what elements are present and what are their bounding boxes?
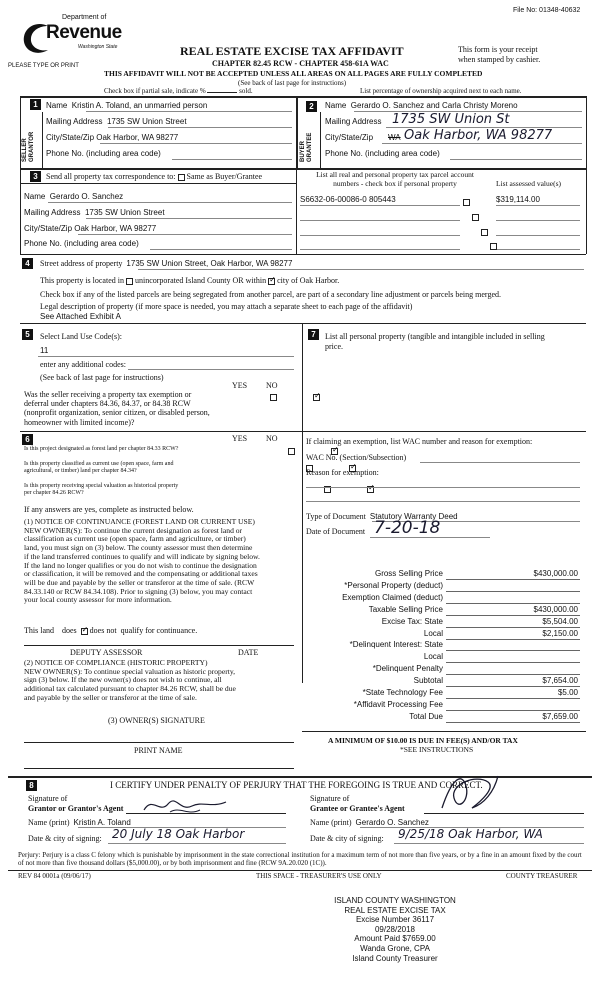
grantor-name-row: Name (print) Kristin A. Toland [28,818,131,827]
seller-phone-label: Phone No. (including area code) [46,149,161,158]
within-city-checkbox[interactable] [268,278,275,285]
sec6-yes-header: YES [232,434,248,443]
grantee-agent-label: Grantee or Grantee's Agent [310,804,405,813]
legal-description-value: See Attached Exhibit A [40,312,121,321]
notice-of-continuance: (1) NOTICE OF CONTINUANCE (FOREST LAND OR CURRENT USE) NEW OWNER(S): To continue the current designation as forest land or classification as current use (open space, farm and agriculture, or timber) land, you must sign on (3) below. The county assessor must then determine if the land transferred continues to qualify and will indicate by signing below. If the land no longer qualifies or you do not wish to continue the designation or classification, it will be removed and the compensating or additional taxes will be due and payable by the seller or transferor at the time of sale. (RCW 84.33.140 or RCW 84.34.108). Prior to signing (3) below, you may contact your local county assessor for more information. [24,517,260,605]
personal-property-checkbox-1[interactable] [463,199,470,206]
owner-signature-label: (3) OWNER(S) SIGNATURE [108,716,205,725]
tax-row-value: $430,000.00 [533,569,578,578]
logo-line1: Department of [62,14,107,21]
tax-row-label: *Delinquent Interest: State [349,640,443,649]
exemption-claim-label: If claiming an exemption, list WAC number and reason for exemption: [306,437,533,446]
exemption-no-checkbox[interactable] [313,394,320,401]
historic-question: Is this property receiving special valuation as historical property per chapter 84.26 RCW? [24,483,179,496]
buyer-address-label: Mailing Address [325,117,382,126]
certification-statement: I CERTIFY UNDER PENALTY OF PERJURY THAT THE FOREGOING IS TRUE AND CORRECT. [110,780,483,790]
tax-row-value: $5.00 [557,688,578,697]
assessed-header: List assessed value(s) [496,179,561,188]
document-type: Statutory Warranty Deed [369,512,458,521]
land-use-label: Select Land Use Code(s): [40,332,122,341]
parcel-number: S6632-06-00086-0 805443 [300,195,396,204]
corr-address: 1735 SW Union Street [84,208,165,217]
seller-name-row: Name Kristin A. Toland, an unmarried person [46,101,208,110]
property-street-address: 1735 SW Union Street, Oak Harbor, WA 98277 [126,259,293,268]
deputy-assessor-label: DEPUTY ASSESSOR [70,648,143,657]
sec6-no-header: NO [266,434,278,443]
section-number-4: 4 [22,258,33,269]
corr-name: Gerardo O. Sanchez [49,192,124,201]
corr-phone-label: Phone No. (including area code) [24,239,139,248]
legal-description-label: Legal description of property (if more space is needed, you may attach a separate sheet to each page of the affidavit) [40,302,413,311]
exemption-yes-checkbox[interactable] [270,394,277,401]
seller-address: 1735 SW Union Street [106,117,187,126]
tax-row-label: Local [423,652,443,661]
print-name-label: PRINT NAME [134,746,183,755]
tax-row-label: Excise Tax: State [381,617,443,626]
section-number-6: 6 [22,434,33,445]
grantor-signature-label-1: Signature of [28,794,68,803]
logo-state: Washington State [78,44,118,50]
buyer-phone-label: Phone No. (including area code) [325,149,440,158]
tax-row-label: *Affidavit Processing Fee [353,700,443,709]
seller-side-label: SELLER GRANTOR [22,131,35,162]
tax-row-value: $7,654.00 [542,676,578,685]
document-type-row: Type of Document Statutory Warranty Deed [306,512,458,521]
seller-name: Kristin A. Toland, an unmarried person [71,101,208,110]
tax-row-label: *State Technology Fee [362,688,443,697]
tax-row-label: Exemption Claimed (deduct) [342,593,443,602]
tax-row-value: $7,659.00 [542,712,578,721]
tax-row-label: Subtotal [413,676,443,685]
seller-address-row: Mailing Address 1735 SW Union Street [46,117,187,126]
grantee-signature [432,768,502,818]
document-date: 7-20-18 [374,518,441,538]
see-instructions-note: *SEE INSTRUCTIONS [400,745,474,754]
assessor-date-label: DATE [238,648,259,657]
logo-word: Revenue [46,22,122,43]
buyer-side-label: BUYER GRANTEE [300,132,313,162]
grantee-name-row: Name (print) Gerardo O. Sanchez [310,818,429,827]
corr-name-row: Name Gerardo O. Sanchez [24,192,124,201]
corr-city: Oak Harbor, WA 98277 [74,224,157,233]
tax-row-value: $430,000.00 [533,605,578,614]
grantee-printed-name: Gerardo O. Sanchez [355,818,429,827]
buyer-address: 1735 SW Union St [392,112,510,127]
section-number-1: 1 [30,99,41,110]
see-back-note: (See back of last page for instructions) [238,79,347,87]
corr-city-row: City/State/Zip Oak Harbor, WA 98277 [24,224,157,233]
section-number-7: 7 [308,329,319,340]
form-title: REAL ESTATE EXCISE TAX AFFIDAVIT [180,44,404,58]
ownership-note: List percentage of ownership acquired next to each name. [360,87,522,95]
county-treasurer-label: COUNTY TREASURER [506,872,578,880]
sec5-yes-header: YES [232,381,248,390]
receipt-note: This form is your receipt when stamped by cashier. [458,45,541,64]
grantor-date-city: 20 July 18 Oak Harbor [112,827,245,841]
corr-address-row: Mailing Address 1735 SW Union Street [24,208,165,217]
exemption-question: Was the seller receiving a property tax exemption or deferral under chapters 84.36, 84.37, or 84.38 RCW (nonprofit organization, senior citizen, or disabled person, homeowner with limited income)? [24,390,210,427]
tax-row-label: Gross Selling Price [374,569,443,578]
section-number-8: 8 [26,780,37,791]
seller-city: Oak Harbor, WA 98277 [96,133,179,142]
completion-warning: THIS AFFIDAVIT WILL NOT BE ACCEPTED UNLESS ALL AREAS ON ALL PAGES ARE FULLY COMPLETED [104,69,483,78]
document-date-label: Date of Document [306,527,366,536]
land-use-see-back: (See back of last page for instructions) [40,373,164,382]
grantee-date-city: 9/25/18 Oak Harbor, WA [398,827,543,841]
buyer-city-struck: WA [388,133,401,142]
tax-row-label: *Personal Property (deduct) [344,581,443,590]
segregated-row: Check box if any of the listed parcels are being segregated from another parcel, are part of a secondary line adjustment or parcels being merged. [40,290,501,299]
parcel-header: List all real and personal property tax parcel account numbers - check box if personal property [316,170,474,188]
same-as-buyer-checkbox[interactable] [178,174,185,181]
personal-property-checkbox-4[interactable] [490,243,497,250]
tax-row-label: Total Due [409,712,443,721]
grantee-signature-label-1: Signature of [310,794,350,803]
buyer-name: Gerardo O. Sanchez and Carla Christy Moreno [350,101,518,110]
section-number-5: 5 [22,329,33,340]
street-address-row: Street address of property 1735 SW Union Street, Oak Harbor, WA 98277 [40,259,293,268]
wac-label: WAC No. (Section/Subsection) [306,453,407,462]
file-number: File No: 01348-40632 [513,7,581,14]
assessed-value: $319,114.00 [496,195,540,204]
buyer-city-label: City/State/Zip [325,133,374,142]
current-use-question: Is this property classified as current use (open space, farm and agricultural, or timber) land per chapter 84.34? [24,461,174,474]
buyer-city: Oak Harbor, WA 98277 [404,128,553,143]
grantor-date-label: Date & city of signing: [28,834,102,843]
forest-land-question: Is this project designated as forest land per chapter 84.33 RCW? [24,446,179,452]
treasurer-use-only: THIS SPACE - TREASURER'S USE ONLY [256,872,382,880]
tax-row-label: Taxable Selling Price [368,605,443,614]
dor-logo [18,14,128,64]
tax-row-value: $5,504.00 [542,617,578,626]
buyer-name-row: Name Gerardo O. Sanchez and Carla Christy Moreno [325,101,518,110]
minimum-fee-note: A MINIMUM OF $10.00 IS DUE IN FEE(S) AND/OR TAX [328,736,518,745]
form-chapter: CHAPTER 82.45 RCW - CHAPTER 458-61A WAC [212,59,389,68]
personal-property-checkbox-3[interactable] [481,229,488,236]
tax-row-label: *Delinquent Penalty [372,664,443,673]
unincorporated-checkbox[interactable] [126,278,133,285]
notice-of-compliance: (2) NOTICE OF COMPLIANCE (HISTORIC PROPERTY) NEW OWNER(S): To continue special valuation as historic property, sign (3) below. If the new owner(s) does not wish to continue, all additional tax calculated pursuant to chapter 84.26 RCW, shall be due and payable by the seller or transferor at the time of sale. [24,658,236,702]
correspondence-header: Send all property tax correspondence to: Same as Buyer/Grantee [46,172,263,181]
sec5-no-header: NO [266,381,278,390]
section-number-2: 2 [306,101,317,112]
grantee-date-label: Date & city of signing: [310,834,384,843]
seller-city-row: City/State/Zip Oak Harbor, WA 98277 [46,133,179,142]
grantor-signature [140,792,230,818]
section-number-3: 3 [30,171,41,182]
answers-note: If any answers are yes, complete as instructed below. [24,505,194,514]
additional-codes-label: enter any additional codes: [40,360,126,369]
land-use-code: 11 [40,346,49,355]
partial-sale-row: Check box if partial sale, indicate % sold. [104,87,253,95]
reason-label: Reason for exemption: [306,468,379,477]
grantor-printed-name: Kristin A. Toland [73,818,131,827]
location-row: This property is located in unincorporated Island County OR within ✓ city of Oak Harbor. [40,276,339,285]
perjury-statement: Perjury: Perjury is a class C felony which is punishable by imprisonment in the state correctional institution for a maximum term of not more than five years, or by a fine in an amount fixed by the court of not more than five thousand dollars ($5,000.00), or by both imprisonment and fine (RCW 9A.20.020 (1C)). [18,851,582,868]
forest-yes-checkbox[interactable] [288,448,295,455]
form-revision: REV 84 0001a (09/06/17) [18,872,91,880]
tax-row-label: Local [423,629,443,638]
personal-property-label: List all personal property (tangible and intangible included in selling price. [325,332,545,351]
personal-property-checkbox-2[interactable] [472,214,479,221]
does-not-qualify-checkbox[interactable] [81,628,88,635]
treasurer-stamp: ISLAND COUNTY WASHINGTON REAL ESTATE EXCISE TAX Excise Number 36117 09/28/2018 Amount Paid $7659.00 Wanda Grone, CPA Island County Treasurer [334,896,456,963]
tax-row-value: $2,150.00 [542,629,578,638]
continuance-row: This land does ✓ does not qualify for continuance. [24,626,197,635]
grantor-agent-label: Grantor or Grantor's Agent [28,804,124,813]
please-type-note: PLEASE TYPE OR PRINT [8,63,79,69]
